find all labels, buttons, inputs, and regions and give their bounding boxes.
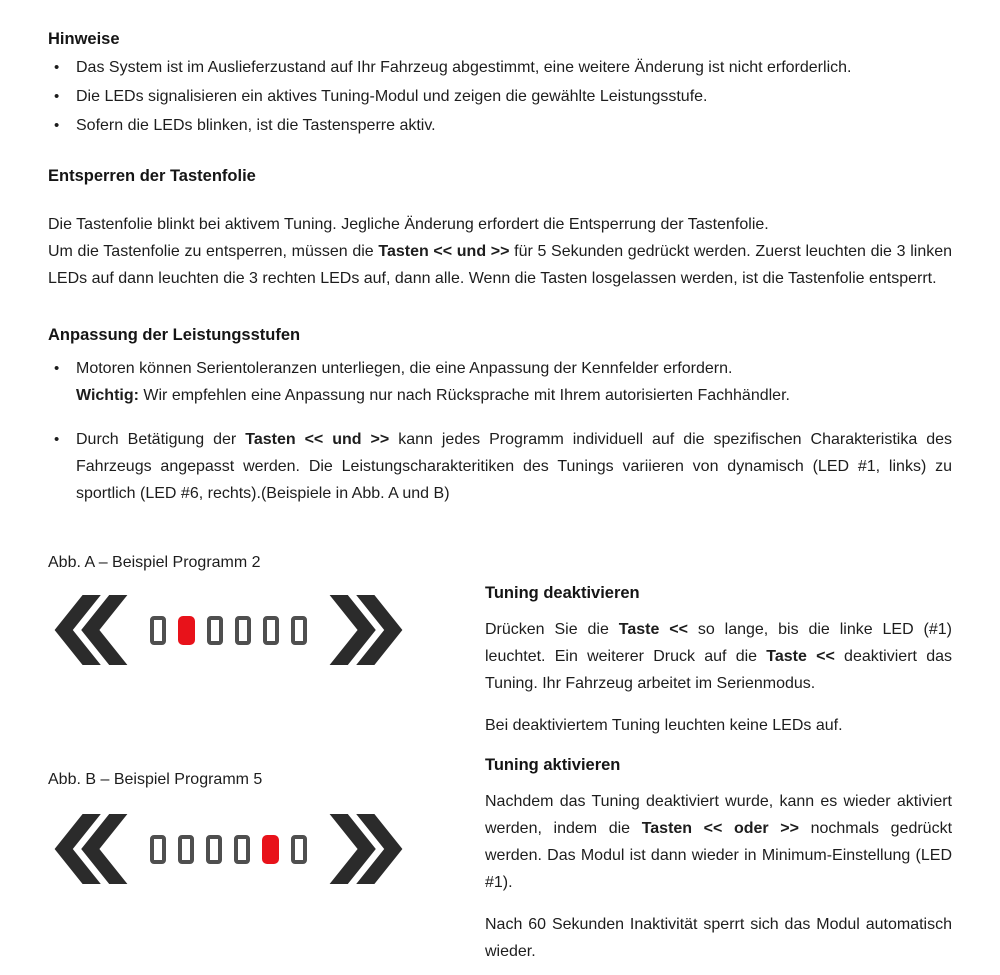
chevron-right-icon <box>329 814 403 884</box>
list-item-line: Motoren können Serientoleranzen unterliegen, die eine Anpassung der Kennfelder erfordern. <box>76 360 733 377</box>
paragraph: Bei deaktiviertem Tuning leuchten keine LEDs auf. <box>485 717 843 734</box>
list-item-text: Durch Betätigung der Tasten << und >> kann jedes Programm individuell auf die spezifischen Charakteristika des Fahrzeugs angepasst werden. Die Leistungscharakteritiken des Tunings variieren von dynamisch (LED #1, links) zu sportlich (LED #6, rechts).(Beispiele in Abb. A und B) <box>76 431 952 502</box>
section-hinweise <box>48 28 952 139</box>
led <box>234 835 250 864</box>
section-title-tuning-aktivieren: Tuning aktivieren <box>485 756 621 774</box>
list-item-text: Sofern die LEDs blinken, ist die Tastensperre aktiv. <box>76 117 436 134</box>
figure-a <box>54 595 485 665</box>
bullet-glyph: • <box>54 117 60 134</box>
led <box>178 835 194 864</box>
list-item <box>48 426 952 507</box>
list-item-line: Wichtig: Wir empfehlen eine Anpassung nur nach Rücksprache mit Ihrem autorisierten Fachhändler. <box>76 387 790 404</box>
paragraph: Drücken Sie die Taste << so lange, bis die linke LED (#1) leuchtet. Ein weiterer Druck auf die Taste << deaktiviert das Tuning. Ihr Fahrzeug arbeitet im Serienmodus. <box>485 621 953 692</box>
figure-a-caption: Abb. A – Beispiel Programm 2 <box>48 554 261 571</box>
section-title-anpassung: Anpassung der Leistungsstufen <box>48 326 301 344</box>
figure-b <box>54 814 485 884</box>
led <box>263 616 279 645</box>
led <box>207 616 223 645</box>
list-item <box>48 112 952 139</box>
list-item-text <box>76 355 952 409</box>
chevron-left-icon <box>54 814 128 884</box>
list-item-text: Die LEDs signalisieren ein aktives Tuning-Modul und zeigen die gewählte Leistungsstufe. <box>76 88 708 105</box>
led-strip <box>150 616 307 645</box>
led-active <box>178 616 195 645</box>
led <box>291 835 307 864</box>
figure-b-caption: Abb. B – Beispiel Programm 5 <box>48 771 263 788</box>
instructions-column <box>485 549 952 965</box>
led <box>206 835 222 864</box>
hinweise-list <box>48 54 952 139</box>
led-active <box>262 835 279 864</box>
list-item-text: Das System ist im Auslieferzustand auf Ihr Fahrzeug abgestimmt, eine weitere Änderung ist nicht erforderlich. <box>76 59 852 76</box>
list-item <box>48 54 952 81</box>
bullet-glyph: • <box>54 431 60 448</box>
led <box>150 616 166 645</box>
section-title-entsperren: Entsperren der Tastenfolie <box>48 167 256 185</box>
section-title-tuning-deaktivieren: Tuning deaktivieren <box>485 584 640 602</box>
paragraph: Nachdem das Tuning deaktiviert wurde, kann es wieder aktiviert werden, indem die Tasten << oder >> nochmals gedrückt werden. Das Modul ist dann wieder in Minimum-Einstellung (LED #1). <box>485 793 953 891</box>
paragraph: Nach 60 Sekunden Inaktivität sperrt sich das Modul automatisch wieder. <box>485 916 952 960</box>
figures-and-instructions <box>48 549 952 965</box>
led <box>291 616 307 645</box>
led <box>235 616 251 645</box>
bullet-glyph: • <box>54 360 60 377</box>
bullet-glyph: • <box>54 59 60 76</box>
anpassung-list <box>48 355 952 507</box>
list-item <box>48 83 952 110</box>
bullet-glyph: • <box>54 88 60 105</box>
paragraph: Um die Tastenfolie zu entsperren, müssen die Tasten << und >> für 5 Sekunden gedrückt werden. Zuerst leuchten die 3 linken LEDs auf dann leuchten die 3 rechten LEDs auf, dann alle. Wenn die Tasten losgelassen werden, ist die Tastenfolie entsperrt. <box>48 243 953 287</box>
led <box>150 835 166 864</box>
section-entsperren <box>48 165 952 292</box>
chevron-right-icon <box>329 595 403 665</box>
section-anpassung <box>48 324 952 507</box>
led-strip <box>150 835 307 864</box>
section-title-hinweise: Hinweise <box>48 30 120 48</box>
chevron-left-icon <box>54 595 128 665</box>
paragraph: Die Tastenfolie blinkt bei aktivem Tuning. Jegliche Änderung erfordert die Entsperrung der Tastenfolie. <box>48 216 769 233</box>
list-item <box>48 355 952 409</box>
figures-column <box>48 549 485 965</box>
